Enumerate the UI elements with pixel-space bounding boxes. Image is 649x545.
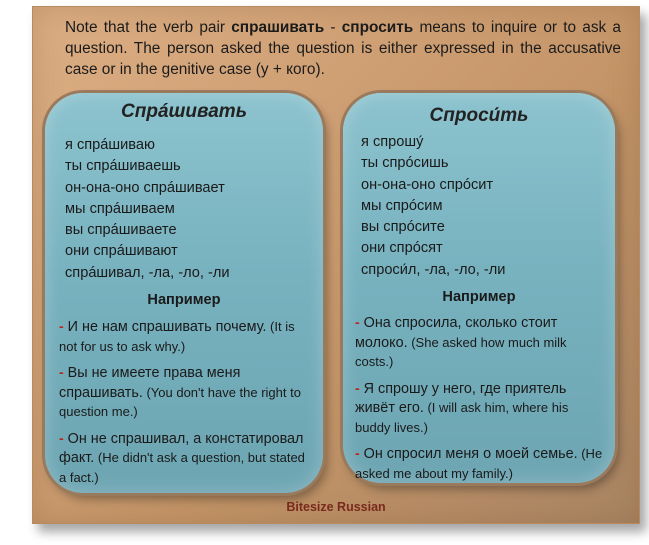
panel-title: Спроси́ть xyxy=(429,105,529,126)
conjugation-form: я спрáшиваю xyxy=(65,137,155,153)
example-russian: И не нам спрашивать почему. xyxy=(63,319,267,335)
intro-text-3: means to inquire or to ask a question. The person asked the question is either expressed in the accusative case or in the genitive case (у + кого). xyxy=(65,19,621,78)
intro-verb-perfective: спросить xyxy=(341,19,414,36)
conjugation-form: спроси́л, -ла, -ло, -ли xyxy=(361,261,506,278)
example-english: (I will ask him, where his buddy lives.) xyxy=(355,400,569,435)
conjugation-form: они спрáшивают xyxy=(65,243,178,260)
dash-marker: - xyxy=(355,445,360,461)
example-english: (He asked me about my family.) xyxy=(355,446,603,481)
example-russian: Он не спрашивал, а констатировал факт. xyxy=(59,430,304,466)
example-english: (She asked how much milk costs.) xyxy=(355,334,567,369)
intro-text-1: Note that the verb pair xyxy=(65,19,232,36)
example-russian: Вы не имеете права меня спрашивать. xyxy=(59,365,241,401)
example-item xyxy=(59,363,311,422)
brand-footer: Bitesize Russian xyxy=(286,500,386,514)
example-russian: Он спросил меня о моей семье. xyxy=(359,446,578,462)
example-russian: Я спрошу у него, где приятель живёт его. xyxy=(355,380,567,416)
panel-title: Спрáшивать xyxy=(121,101,247,122)
conjugation-form: вы спрáшиваете xyxy=(65,222,177,239)
example-russian: Она спросила, сколько стоит молоко. xyxy=(355,315,558,351)
example-english: (You don't have the right to question me.) xyxy=(59,384,301,419)
conjugation-form: мы спрáшиваем xyxy=(65,200,175,217)
intro-paragraph xyxy=(65,17,621,80)
conjugation-form: вы спрóсите xyxy=(361,219,445,236)
dash-marker: - xyxy=(355,379,360,396)
lesson-card xyxy=(32,6,640,524)
dash-marker: - xyxy=(59,429,64,446)
conjugation-form: мы спрóсим xyxy=(361,197,443,214)
intro-verb-imperfective: спрашивать xyxy=(231,19,325,36)
conjugation-form: я спрошу́ xyxy=(361,134,424,150)
conjugation-form: ты спрáшиваешь xyxy=(65,158,181,175)
conjugation-form: они спрóсят xyxy=(361,240,443,257)
example-list xyxy=(59,317,311,494)
example-list xyxy=(355,313,607,490)
dash-marker: - xyxy=(355,314,360,330)
imperfective-panel xyxy=(45,93,323,493)
conjugation-form: он-она-оно спрóсит xyxy=(361,176,494,193)
example-item xyxy=(355,444,607,483)
perfective-panel xyxy=(343,93,615,483)
conjugation-list xyxy=(65,135,230,284)
example-item xyxy=(59,429,311,488)
example-english: (It is not for us to ask why.) xyxy=(59,319,295,354)
conjugation-form: спрáшивал, -ла, -ло, -ли xyxy=(65,264,230,281)
conjugation-form: он-она-оно спрáшивает xyxy=(65,179,225,196)
example-item xyxy=(59,317,311,356)
example-heading: Например xyxy=(147,292,221,308)
conjugation-list xyxy=(361,132,505,281)
example-item xyxy=(355,379,607,438)
example-english: (He didn't ask a question, but stated a fact.) xyxy=(59,450,305,485)
dash-marker: - xyxy=(59,364,64,380)
example-item xyxy=(355,313,607,372)
dash-marker: - xyxy=(59,318,64,334)
intro-text-2: - xyxy=(324,19,342,36)
conjugation-form: ты спрóсишь xyxy=(361,155,449,172)
example-heading: Например xyxy=(442,289,516,305)
